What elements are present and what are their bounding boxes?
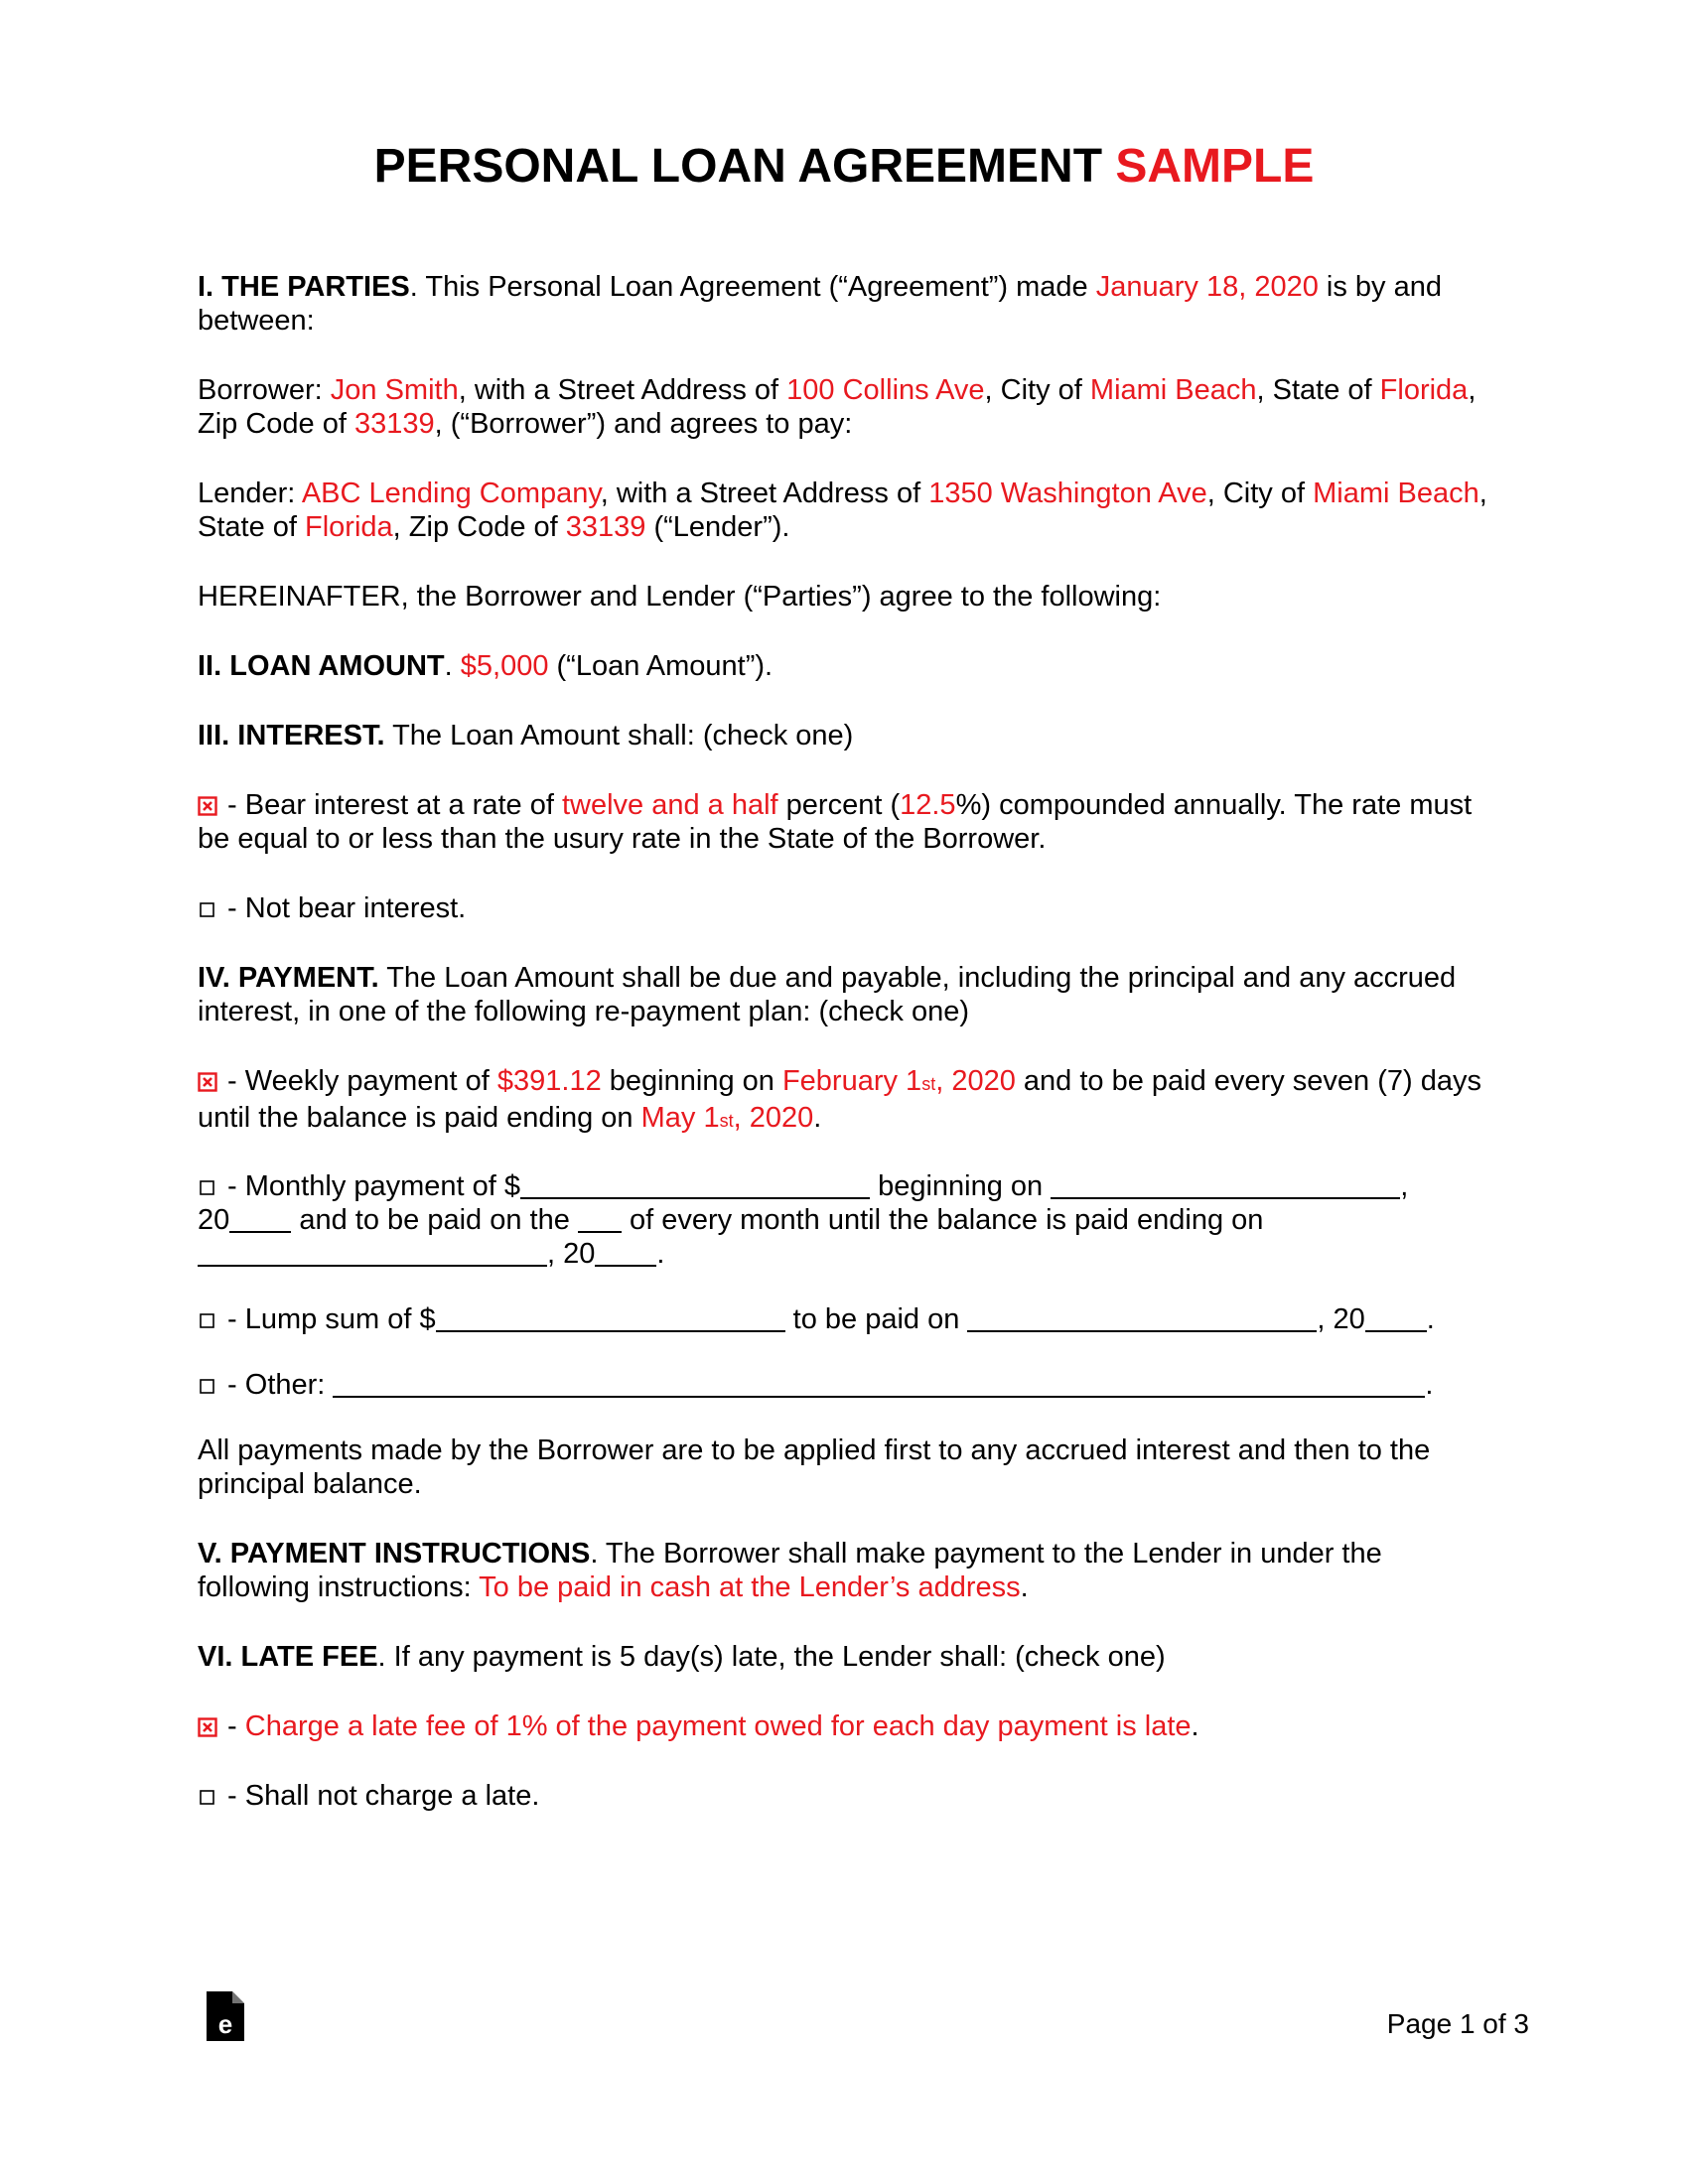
text: Lender: xyxy=(198,478,302,509)
monthly-start-blank[interactable] xyxy=(1051,1171,1400,1199)
section-heading: II. LOAN AMOUNT xyxy=(198,650,445,682)
late-fee-value: Charge a late fee of 1% of the payment owed for each day payment is late xyxy=(244,1710,1192,1742)
checkbox-empty-icon[interactable] xyxy=(198,1310,217,1330)
text: percent ( xyxy=(777,789,901,821)
document-body xyxy=(198,270,1488,1848)
text: , 2020 xyxy=(935,1065,1016,1097)
weekly-amount: $391.12 xyxy=(496,1065,602,1097)
text: , xyxy=(1400,1170,1409,1202)
text: . xyxy=(1020,1571,1029,1603)
borrower-street: 100 Collins Ave xyxy=(786,374,985,406)
text: and to be paid every seven (7) days until the balance is paid ending on xyxy=(198,1065,1481,1134)
text: , State of xyxy=(198,478,1487,543)
text: , 2020 xyxy=(733,1102,814,1134)
svg-text:e: e xyxy=(217,2009,233,2039)
checkbox-empty-icon[interactable] xyxy=(198,899,217,919)
monthly-end-year-blank[interactable] xyxy=(595,1239,656,1267)
agreement-date: January 18, 2020 xyxy=(1095,271,1319,303)
lender-paragraph xyxy=(198,477,1488,544)
page-number: Page 1 of 3 xyxy=(1386,2008,1529,2039)
hereinafter-paragraph: HEREINAFTER, the Borrower and Lender (“Parties”) agree to the following: xyxy=(198,581,1162,613)
payment-option-weekly xyxy=(198,1064,1488,1138)
text: , with a Street Address of xyxy=(458,374,787,406)
section-parties xyxy=(198,270,1488,338)
text: , City of xyxy=(1206,478,1314,509)
borrower-city: Miami Beach xyxy=(1089,374,1257,406)
lump-year-blank[interactable] xyxy=(1365,1304,1427,1332)
text: beginning on xyxy=(870,1170,1052,1202)
section-heading: III. INTEREST. xyxy=(198,720,385,751)
instructions-value: To be paid in cash at the Lender’s address xyxy=(479,1571,1021,1603)
text: 20 xyxy=(198,1204,230,1236)
monthly-end-blank[interactable] xyxy=(198,1239,547,1267)
text: , 20 xyxy=(547,1238,596,1270)
text: , Zip Code of xyxy=(392,511,566,543)
checkbox-empty-icon[interactable] xyxy=(198,1177,217,1197)
lender-street: 1350 Washington Ave xyxy=(928,478,1207,509)
text: . xyxy=(444,650,461,682)
text: , with a Street Address of xyxy=(600,478,929,509)
text: , 20 xyxy=(1317,1303,1365,1335)
text: . xyxy=(1191,1710,1199,1742)
late-fee-option-none xyxy=(198,1779,1488,1813)
section-interest xyxy=(198,719,1488,752)
payment-note: All payments made by the Borrower are to be applied first to any accrued interest and then to the principal balance. xyxy=(198,1434,1431,1500)
weekly-end-date xyxy=(641,1102,814,1134)
text: May 1 xyxy=(640,1102,720,1134)
lender-name: ABC Lending Company xyxy=(301,478,601,509)
text: , Zip Code of xyxy=(198,374,1477,440)
lender-city: Miami Beach xyxy=(1313,478,1479,509)
section-heading: VI. LATE FEE xyxy=(198,1641,378,1673)
text: to be paid on xyxy=(784,1303,968,1335)
section-heading: I. THE PARTIES xyxy=(198,271,410,303)
text: - Monthly payment of $ xyxy=(219,1170,521,1202)
other-blank[interactable] xyxy=(333,1370,1425,1398)
section-heading: IV. PAYMENT. xyxy=(198,962,379,994)
text: beginning on xyxy=(601,1065,782,1097)
text: %) compounded annually. The rate must be equal to or less than the usury rate in the State of the Borrower. xyxy=(198,789,1473,855)
text: , (“Borrower”) and agrees to pay: xyxy=(434,408,853,440)
text: , State of xyxy=(1256,374,1380,406)
section-payment-instructions xyxy=(198,1537,1488,1604)
monthly-start-year-blank[interactable] xyxy=(229,1205,291,1233)
title-main: PERSONAL LOAN AGREEMENT xyxy=(373,140,1103,193)
text: . xyxy=(1426,1303,1435,1335)
interest-option-bear xyxy=(198,788,1488,856)
text: - Not bear interest. xyxy=(219,892,467,924)
text: - Bear interest at a rate of xyxy=(219,789,562,821)
text: (“Loan Amount”). xyxy=(548,650,774,682)
checkbox-checked-icon[interactable] xyxy=(198,1717,217,1737)
section-loan-amount xyxy=(198,649,1488,683)
lump-date-blank[interactable] xyxy=(967,1304,1317,1332)
payment-option-monthly xyxy=(198,1169,1488,1271)
text: . xyxy=(813,1102,822,1134)
text: . This Personal Loan Agreement (“Agreement”) made xyxy=(409,271,1096,303)
interest-rate-words: twelve and a half xyxy=(561,789,778,821)
text: February 1 xyxy=(781,1065,922,1097)
borrower-name: Jon Smith xyxy=(330,374,459,406)
monthly-day-blank[interactable] xyxy=(578,1205,622,1233)
text: is by and between: xyxy=(198,271,1443,337)
section-payment xyxy=(198,961,1488,1028)
text: - Shall not charge a late. xyxy=(219,1780,540,1812)
interest-rate-value: 12.5 xyxy=(900,789,956,821)
borrower-zip: 33139 xyxy=(353,408,435,440)
payment-option-other xyxy=(198,1368,1488,1402)
section-late-fee xyxy=(198,1640,1488,1674)
checkbox-checked-icon[interactable] xyxy=(198,796,217,816)
monthly-amount-blank[interactable] xyxy=(520,1171,870,1199)
text: . xyxy=(656,1238,665,1270)
document-title xyxy=(0,139,1688,195)
text: (“Lender”). xyxy=(645,511,790,543)
checkbox-empty-icon[interactable] xyxy=(198,1787,217,1807)
checkbox-checked-icon[interactable] xyxy=(198,1072,217,1092)
payment-option-lump xyxy=(198,1302,1488,1336)
text: . If any payment is 5 day(s) late, the Lender shall: (check one) xyxy=(377,1641,1166,1673)
checkbox-empty-icon[interactable] xyxy=(198,1376,217,1396)
document-e-icon xyxy=(205,1989,246,2043)
interest-option-none xyxy=(198,891,1488,925)
text: of every month until the balance is paid ending on xyxy=(621,1204,1264,1236)
title-accent: SAMPLE xyxy=(1115,140,1315,193)
section-heading: V. PAYMENT INSTRUCTIONS xyxy=(198,1538,591,1570)
weekly-start-date xyxy=(782,1065,1016,1097)
ordinal-suffix: st xyxy=(719,1111,734,1131)
loan-amount-value: $5,000 xyxy=(460,650,549,682)
text: Borrower: xyxy=(198,374,331,406)
text: and to be paid on the xyxy=(291,1204,578,1236)
text: The Loan Amount shall be due and payable, including the principal and any accrued interest, in one of the following re-payment plan: (check one) xyxy=(198,962,1457,1027)
borrower-state: Florida xyxy=(1379,374,1469,406)
lender-state: Florida xyxy=(305,511,393,543)
text: . The Borrower shall make payment to the Lender in under the following instructions: xyxy=(198,1538,1382,1603)
text: - Weekly payment of xyxy=(219,1065,497,1097)
ordinal-suffix: st xyxy=(921,1074,936,1094)
borrower-paragraph xyxy=(198,373,1488,441)
text: - Lump sum of $ xyxy=(219,1303,436,1335)
text: , City of xyxy=(984,374,1090,406)
late-fee-option-charge xyxy=(198,1709,1488,1743)
text: The Loan Amount shall: (check one) xyxy=(384,720,854,751)
lender-zip: 33139 xyxy=(565,511,646,543)
text: - xyxy=(219,1710,245,1742)
text: - Other: xyxy=(219,1369,334,1401)
text: . xyxy=(1425,1369,1434,1401)
lump-amount-blank[interactable] xyxy=(436,1304,785,1332)
